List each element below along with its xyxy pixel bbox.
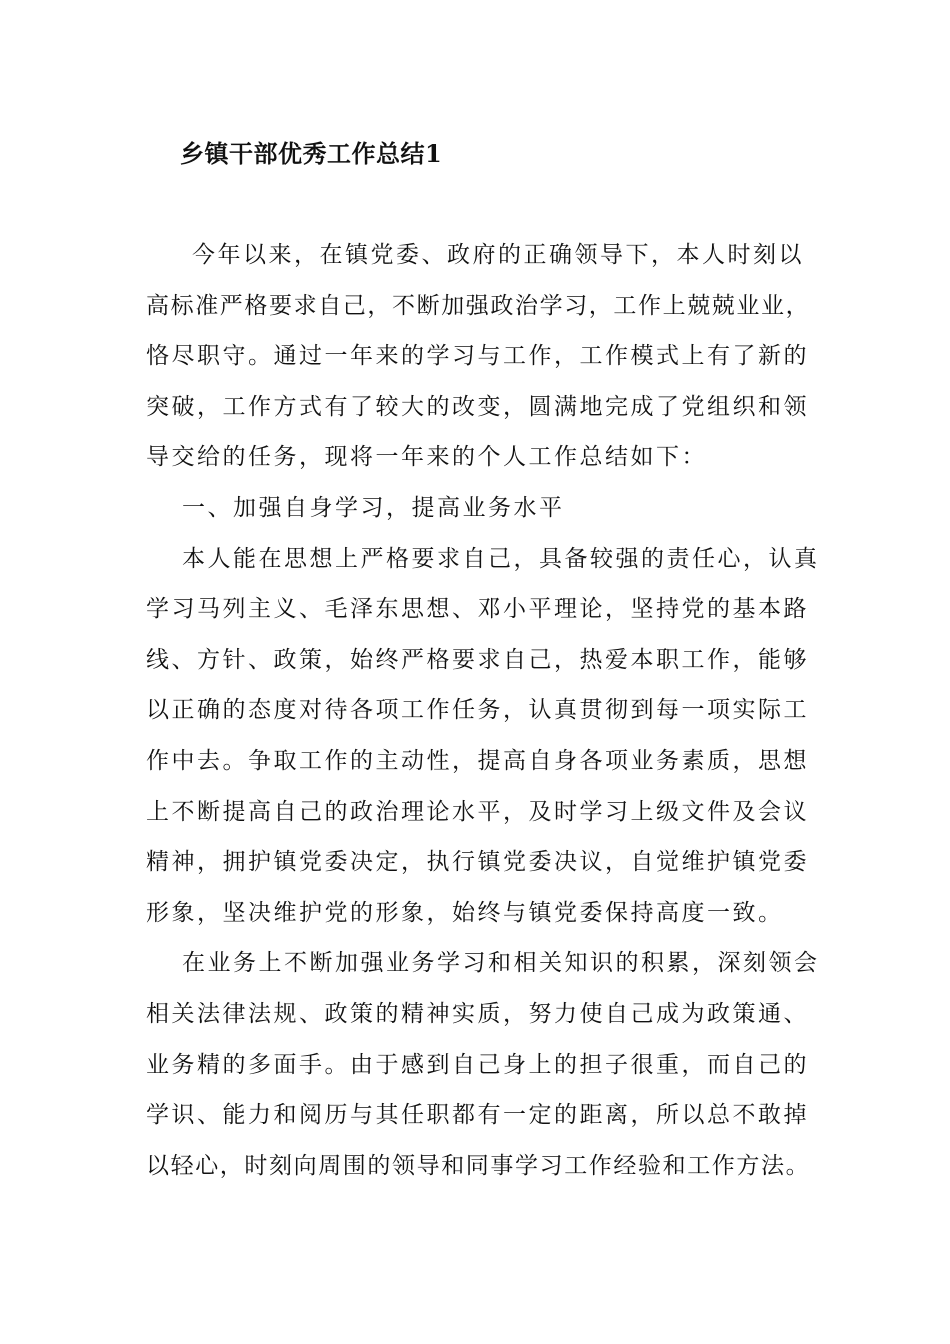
text-line: 导交给的任务，现将一年来的个人工作总结如下： bbox=[146, 444, 707, 471]
document-body bbox=[146, 230, 820, 1191]
text-line: 在业务上不断加强业务学习和相关知识的积累，深刻领会 bbox=[182, 950, 820, 977]
text-line: 上不断提高自己的政治理论水平，及时学习上级文件及会议 bbox=[146, 798, 809, 825]
text-line: 恪尽职守。通过一年来的学习与工作，工作模式上有了新的 bbox=[146, 343, 809, 370]
text-line: 以正确的态度对待各项工作任务，认真贯彻到每一项实际工 bbox=[146, 697, 809, 724]
text-line: 学习马列主义、毛泽东思想、邓小平理论，坚持党的基本路 bbox=[146, 596, 809, 623]
document-title: 乡镇干部优秀工作总结1 bbox=[180, 139, 443, 168]
text-line: 本人能在思想上严格要求自己，具备较强的责任心，认真 bbox=[182, 545, 820, 572]
text-line: 相关法律法规、政策的精神实质，努力使自己成为政策通、 bbox=[146, 1000, 809, 1027]
text-line: 学识、能力和阅历与其任职都有一定的距离，所以总不敢掉 bbox=[146, 1102, 809, 1129]
text-line: 线、方针、政策，始终严格要求自己，热爱本职工作，能够 bbox=[146, 646, 809, 673]
text-line: 形象，坚决维护党的形象，始终与镇党委保持高度一致。 bbox=[146, 899, 784, 926]
text-line: 以轻心，时刻向周围的领导和同事学习工作经验和工作方法。 bbox=[146, 1152, 811, 1179]
text-line: 业务精的多面手。由于感到自己身上的担子很重，而自己的 bbox=[146, 1051, 809, 1078]
text-line: 突破，工作方式有了较大的改变，圆满地完成了党组织和领 bbox=[146, 393, 809, 420]
section-heading: 一、加强自身学习，提高业务水平 bbox=[182, 494, 565, 521]
text-line: 精神，拥护镇党委决定，执行镇党委决议，自觉维护镇党委 bbox=[146, 849, 809, 876]
text-line: 今年以来，在镇党委、政府的正确领导下，本人时刻以 bbox=[192, 242, 804, 268]
text-line: 高标准严格要求自己，不断加强政治学习，工作上兢兢业业， bbox=[146, 292, 811, 319]
text-line: 作中去。争取工作的主动性，提高自身各项业务素质，思想 bbox=[146, 747, 809, 774]
